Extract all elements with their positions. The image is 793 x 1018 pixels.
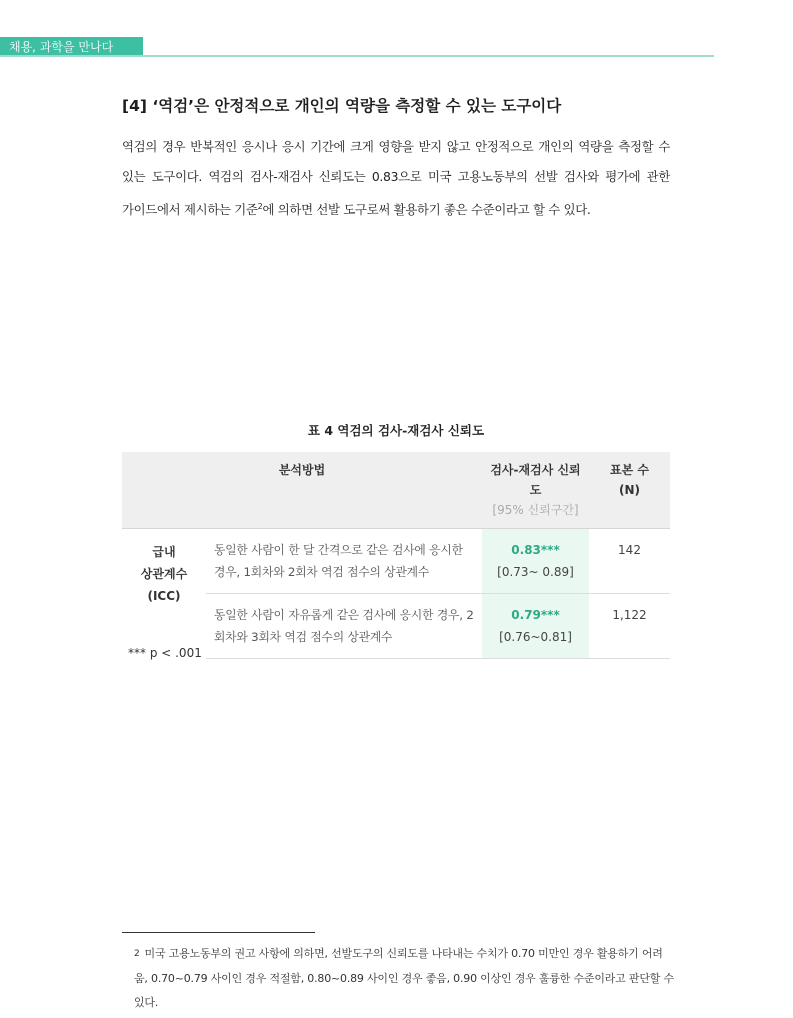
table-header-row xyxy=(122,452,670,529)
reliability-cell xyxy=(482,594,589,659)
header-reliability-sub: [95% 신뢰구간] xyxy=(492,503,579,517)
sample-size-cell: 142 xyxy=(589,529,670,594)
sample-size-cell: 1,122 xyxy=(589,594,670,659)
section-title: [4] ‘역검’은 안정적으로 개인의 역량을 측정할 수 있는 도구이다 xyxy=(122,97,562,115)
header-reliability xyxy=(482,452,589,529)
coefficient-value: 0.79*** xyxy=(511,608,560,622)
reliability-table xyxy=(122,452,670,659)
confidence-interval: [0.73~ 0.89] xyxy=(497,565,574,579)
footnote xyxy=(134,942,674,1015)
body-paragraph xyxy=(122,132,670,225)
header-sample xyxy=(589,452,670,529)
row-group-label xyxy=(122,529,206,659)
footnote-reference[interactable]: 2 xyxy=(257,202,263,211)
method-cell: 동일한 사람이 한 달 간격으로 같은 검사에 응시한 경우, 1회차와 2회차 역검 점수의 상관계수 xyxy=(206,529,482,594)
footnote-number: 2 xyxy=(134,949,140,959)
confidence-interval: [0.76~0.81] xyxy=(499,630,572,644)
table-note: *** p < .001 xyxy=(128,646,202,660)
coefficient-value: 0.83*** xyxy=(511,543,560,557)
group-label-line-2: 상관계수 xyxy=(140,567,188,581)
reliability-cell xyxy=(482,529,589,594)
footnote-divider xyxy=(122,932,315,933)
header-reliability-label: 검사-재검사 신뢰도 xyxy=(490,463,581,497)
header-sample-sub: (N) xyxy=(618,483,640,497)
group-label-line-1: 급내 xyxy=(152,545,176,559)
table-caption: 표 4 역검의 검사-재검사 신뢰도 xyxy=(307,423,485,438)
paragraph-text-end: 에 의하면 선발 도구로써 활용하기 좋은 수준이라고 할 수 있다. xyxy=(262,202,591,218)
header-method: 분석방법 xyxy=(122,452,482,529)
table-row xyxy=(122,529,670,594)
group-label-line-3: (ICC) xyxy=(147,589,181,603)
paragraph-text-start: 역검의 경우 반복적인 응시나 응시 기간에 크게 영향을 받지 않고 안정적으로 개인의 역량을 측정할 수 있는 도구이다. 역검의 검사-재검사 신뢰도는 0.83으로 미국 고용노동부의 선발 검사와 평가에 관한 가이드에서 제시하는 기준 xyxy=(122,139,670,218)
header-sample-label: 표본 수 xyxy=(610,463,649,477)
footnote-text: 미국 고용노동부의 권고 사항에 의하면, 선발도구의 신뢰도를 나타내는 수치가 0.70 미만인 경우 활용하기 어려움, 0.70~0.79 사이인 경우 적절함, 0.80~0.89 사이인 경우 좋음, 0.90 이상인 경우 훌륭한 수준이라고 판단할 수 있다. xyxy=(134,947,674,1009)
method-cell: 동일한 사람이 자유롭게 같은 검사에 응시한 경우, 2회차와 3회차 역검 점수의 상관계수 xyxy=(206,594,482,659)
header-divider xyxy=(0,55,714,57)
running-header-tag: 채용, 과학을 만나다 xyxy=(0,37,143,57)
